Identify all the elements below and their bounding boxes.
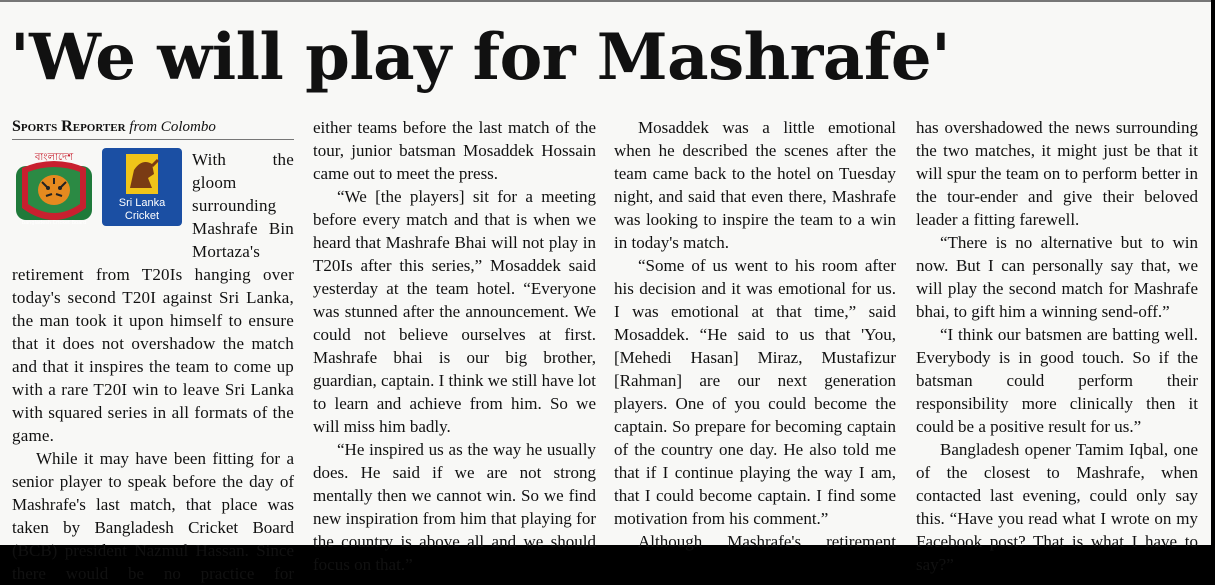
- paragraph: While it may have been fitting for a senior player to speak before the day of Mashrafe's last match, that place was taken by Bangladesh Cricket Board (BCB) president Nazmul Hassan. Since there would be no practice for: [12, 449, 294, 583]
- slc-logo-line1: Sri Lanka: [118, 197, 166, 209]
- paragraph: “There is no alternative but to win now. But I can personally say that, we will play the second match for Mashrafe bhai, to gift him a winning send-off.”: [916, 233, 1198, 321]
- paragraph: With the gloom surrounding Mashrafe Bin Mortaza's retirement from T20Is hanging over today's second T20I against Sri Lanka, the man took it upon himself to ensure that it does not overshadow the match and that it inspires the team to come up with a rare T20I win to leave Sri Lanka with squared series in all formats of the game.: [12, 150, 294, 445]
- tiger-icon: [38, 175, 70, 205]
- paragraph: “I think our batsmen are batting well. Everybody is in good touch. So if the batsman could perform their responsibility more clinically then it could be a positive result for us.”: [916, 325, 1198, 436]
- paragraph: “Some of us went to his room after his decision and it was emotional for us. I was emotional at that time,” said Mosaddek. “He said to us that 'You, [Mehedi Hasan] Miraz, Mustafizur [Rahman] are our next generation players. One of you could become the captain. So prepare for becoming captain of the country one day. He also told me that if I continue playing the way I am, that I could become captain. I find some motivation from his comment.”: [614, 256, 896, 528]
- paragraph: either teams before the last match of the tour, junior batsman Mosaddek Hossain came out to meet the press.: [313, 118, 596, 183]
- bcb-logo-top-text: বাংলাদেশ: [34, 152, 74, 163]
- lion-icon: [126, 154, 158, 194]
- top-rule: [0, 0, 1211, 2]
- logos: [12, 148, 186, 258]
- slc-logo: [102, 148, 182, 226]
- article-column-1: [12, 118, 294, 585]
- article-column-3: [614, 116, 896, 553]
- paragraph: “We [the players] sit for a meeting before every match and that is when we heard that Mashrafe Bhai will not play in T20Is after this series,” Mosaddek said yesterday at the team hotel. “Everyone was stunned after the announcement. We could not believe ourselves at first. Mashrafe bhai is our big brother, guardian, captain. I think we still have lot to learn and achieve from him. So we will miss him badly.: [313, 187, 596, 436]
- paragraph: Although Mashrafe's retirement: [638, 532, 896, 551]
- article-column-2: [313, 116, 596, 576]
- bcb-logo: [12, 148, 96, 228]
- bcb-logo-bottom-text: Bangladesh Cricket Board: [21, 220, 87, 226]
- paragraph: has overshadowed the news surrounding the two matches, it might just be that it will spur the team on to perform better in the tour-ender and give their beloved leader a fitting farewell.: [916, 118, 1198, 229]
- slc-logo-line2: Cricket: [124, 210, 160, 222]
- article-column-4: [916, 116, 1198, 576]
- byline: [12, 118, 294, 140]
- paragraph: Bangladesh opener Tamim Iqbal, one of the closest to Mashrafe, when contacted last evening, could only say this. “Have you read what I wrote on my Facebook post? That is what I have to say?”: [916, 440, 1198, 574]
- byline-reporter: Sports Reporter: [12, 118, 126, 135]
- headline: 'We will play for Mashrafe': [10, 20, 951, 95]
- paragraph: Mosaddek was a little emotional when he described the scenes after the team came back to the hotel on Tuesday night, and said that even there, Mashrafe was looking to inspire the team to a win in today's match.: [614, 118, 896, 252]
- byline-location: from Colombo: [129, 119, 216, 135]
- paragraph: “He inspired us as the way he usually does. He said if we are not strong mentally then we cannot win. So we find new inspiration from him that playing for the country is above all and we should focus on that.”: [313, 440, 596, 574]
